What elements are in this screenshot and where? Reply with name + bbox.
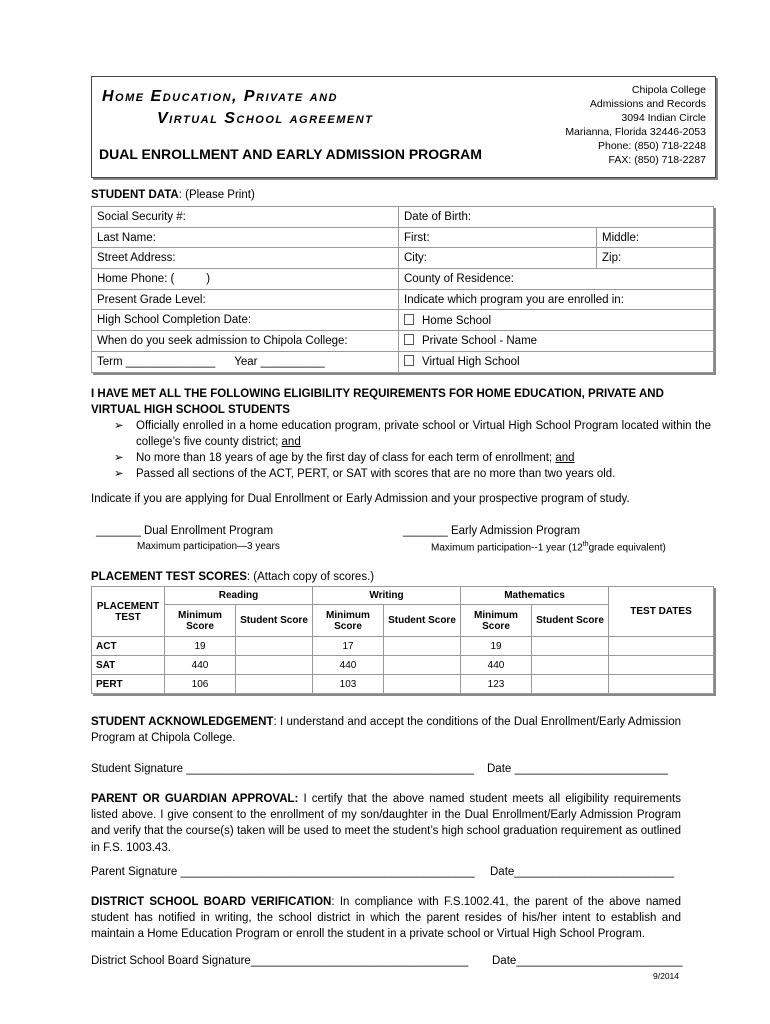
score-input[interactable]: [532, 656, 609, 675]
form-title-line2: Virtual School agreement: [157, 110, 374, 127]
score-input[interactable]: [532, 675, 609, 694]
score-input[interactable]: [384, 637, 461, 656]
city-field[interactable]: City:: [399, 248, 597, 269]
parent-approval: PARENT OR GUARDIAN APPROVAL: I certify that the above named student meets all eligibility requirements listed above. I give consent to the enrollment of my son/daughter in the Dual Enrollment/Early Admission Program and verify that the course(s) taken will be used to meet the student’s high school graduation requirement as outlined in F.S. 1003.43.: [91, 793, 681, 854]
score-input[interactable]: [236, 637, 313, 656]
indicate-text: Indicate if you are applying for Dual Enrollment or Early Admission and your prospective program of study.: [91, 493, 630, 505]
student-data-heading: STUDENT DATA: (Please Print): [91, 189, 255, 201]
form-title: [102, 86, 373, 130]
checkbox-icon[interactable]: [404, 355, 414, 366]
virtual-school-option[interactable]: Virtual High School: [399, 351, 714, 372]
col-placement-test: PLACEMENT TEST: [92, 587, 165, 637]
address-line: Admissions and Records: [589, 98, 706, 110]
form-title-line1: Home Education, Private and: [102, 88, 339, 105]
table-row: SAT 440 440 440: [92, 656, 714, 675]
col-min-score: Minimum Score: [461, 605, 532, 637]
score-input[interactable]: [532, 637, 609, 656]
arrow-bullet-icon: ➢: [114, 452, 124, 464]
col-writing: Writing: [313, 587, 461, 605]
term-year-field[interactable]: Term ______________ Year __________: [92, 351, 399, 372]
eligibility-heading: I HAVE MET ALL THE FOLLOWING ELIGIBILITY REQUIREMENTS FOR HOME EDUCATION, PRIVATE AND VIRTUAL HIGH SCHOOL STUDENTS: [91, 388, 664, 416]
score-input[interactable]: [384, 675, 461, 694]
list-item: ➢ Officially enrolled in a home education program, private school or Virtual High School Program located within the college’s five county district; and: [114, 420, 711, 448]
last-name-field[interactable]: Last Name:: [92, 227, 399, 248]
home-school-option[interactable]: Home School: [399, 310, 714, 331]
student-acknowledgement: STUDENT ACKNOWLEDGEMENT: I understand and accept the conditions of the Dual Enrollment/Early Admission Program at Chipola College.: [91, 716, 681, 745]
address-line: 3094 Indian Circle: [621, 112, 706, 124]
checkbox-icon[interactable]: [404, 334, 414, 345]
zip-field[interactable]: Zip:: [597, 248, 714, 269]
early-admission-note: Maximum participation--1 year (12thgrade equivalent): [431, 541, 666, 554]
placement-heading: PLACEMENT TEST SCORES: (Attach copy of scores.): [91, 571, 375, 583]
program-prompt: Indicate which program you are enrolled in:: [399, 289, 714, 310]
ssn-field[interactable]: Social Security #:: [92, 207, 399, 228]
arrow-bullet-icon: ➢: [114, 420, 124, 432]
district-verification: DISTRICT SCHOOL BOARD VERIFICATION: In compliance with F.S.1002.41, the parent of the above named student has notified in writing, the school district in which the parent resides of his/her intent to establish and maintain a Home Education Program or enroll the student in a private school or Virtual High School Program.: [91, 896, 681, 941]
arrow-bullet-icon: ➢: [114, 468, 124, 480]
student-date-line[interactable]: Date ________________________: [487, 763, 668, 775]
dob-field[interactable]: Date of Birth:: [399, 207, 714, 228]
eligibility-section: [91, 386, 711, 482]
college-address: [506, 83, 706, 167]
address-line: Marianna, Florida 32446-2053: [565, 126, 706, 138]
col-min-score: Minimum Score: [313, 605, 384, 637]
hs-completion-field[interactable]: High School Completion Date:: [92, 310, 399, 331]
col-math: Mathematics: [461, 587, 609, 605]
date-input[interactable]: [609, 675, 714, 694]
address-line: FAX: (850) 718-2287: [608, 154, 706, 166]
admission-seek-label: When do you seek admission to Chipola College:: [92, 331, 399, 352]
address-line: Chipola College: [631, 84, 706, 96]
list-item: ➢ No more than 18 years of age by the first day of class for each term of enrollment; and: [114, 452, 575, 464]
score-input[interactable]: [236, 656, 313, 675]
home-phone-field[interactable]: Home Phone: ( ): [92, 269, 399, 290]
col-student-score: Student Score: [236, 605, 313, 637]
district-date-line[interactable]: Date__________________________: [492, 955, 683, 967]
date-input[interactable]: [609, 656, 714, 675]
form-subtitle: DUAL ENROLLMENT AND EARLY ADMISSION PROGRAM: [99, 146, 482, 162]
table-row: PERT 106 103 123: [92, 675, 714, 694]
middle-name-field[interactable]: Middle:: [597, 227, 714, 248]
early-admission-option[interactable]: _______ Early Admission Program: [403, 525, 581, 537]
parent-signature-line[interactable]: Parent Signature ______________________________________________: [91, 866, 475, 878]
table-row: ACT 19 17 19: [92, 637, 714, 656]
placement-table: [91, 586, 714, 694]
address-line: Phone: (850) 718-2248: [598, 140, 706, 152]
col-test-dates: TEST DATES: [609, 587, 714, 637]
score-input[interactable]: [236, 675, 313, 694]
col-student-score: Student Score: [532, 605, 609, 637]
form-version: 9/2014: [653, 971, 679, 981]
district-signature-line[interactable]: District School Board Signature__________________________________: [91, 955, 469, 967]
dual-enrollment-option[interactable]: _______ Dual Enrollment Program: [96, 525, 274, 537]
list-item: ➢ Passed all sections of the ACT, PERT, or SAT with scores that are no more than two years old.: [114, 468, 616, 480]
checkbox-icon[interactable]: [404, 314, 414, 325]
private-school-option[interactable]: Private School - Name: [399, 331, 714, 352]
student-signature-line[interactable]: Student Signature _____________________________________________: [91, 763, 475, 775]
student-data-table: [91, 206, 714, 373]
date-input[interactable]: [609, 637, 714, 656]
grade-level-field[interactable]: Present Grade Level:: [92, 289, 399, 310]
col-min-score: Minimum Score: [165, 605, 236, 637]
score-input[interactable]: [384, 656, 461, 675]
county-field[interactable]: County of Residence:: [399, 269, 714, 290]
street-address-field[interactable]: Street Address:: [92, 248, 399, 269]
col-student-score: Student Score: [384, 605, 461, 637]
parent-date-line[interactable]: Date_________________________: [490, 866, 675, 878]
col-reading: Reading: [165, 587, 313, 605]
first-name-field[interactable]: First:: [399, 227, 597, 248]
dual-enrollment-note: Maximum participation—3 years: [137, 541, 280, 552]
